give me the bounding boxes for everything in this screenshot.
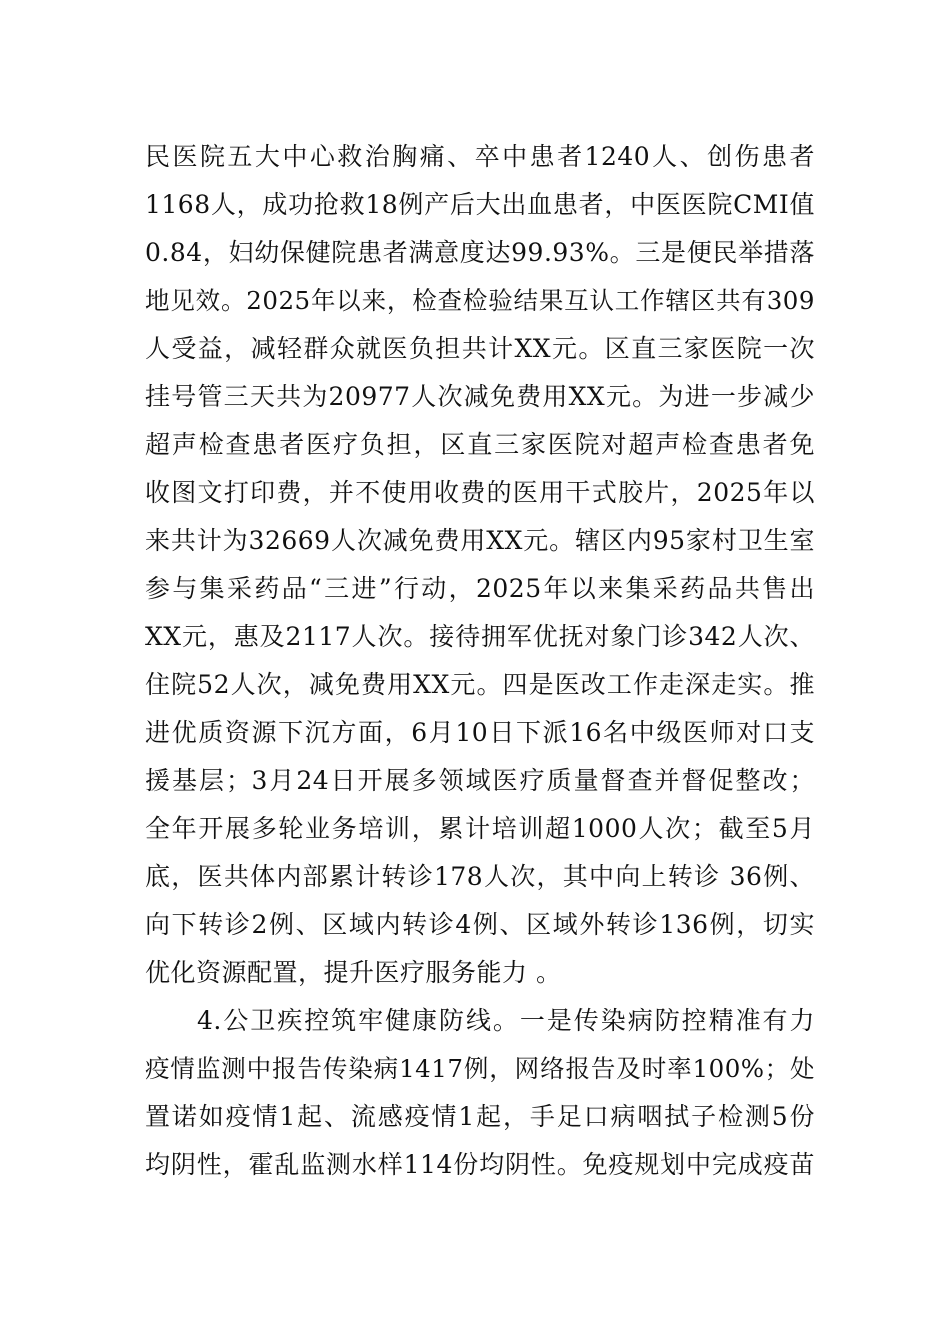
text-line: XX元，惠及2117人次。接待拥军优抚对象门诊342人次、: [145, 622, 815, 651]
text-line: 超声检查患者医疗负担，区直三家医院对超声检查患者免: [145, 430, 815, 459]
text-line: 人受益，减轻群众就医负担共计XX元。区直三家医院一次: [145, 334, 815, 363]
text-line: 收图文打印费，并不使用收费的医用干式胶片，2025年以: [145, 478, 815, 507]
text-line: 均阴性，霍乱监测水样114份均阴性。免疫规划中完成疫苗: [145, 1150, 815, 1179]
text-line: 挂号管三天共为20977人次减免费用XX元。为进一步减少: [145, 382, 815, 411]
text-line: 地见效。2025年以来，检查检验结果互认工作辖区共有309: [145, 286, 815, 315]
text-line: 住院52人次，减免费用XX元。四是医改工作走深走实。推: [145, 670, 815, 699]
text-line: 援基层；3月24日开展多领域医疗质量督查并督促整改；: [145, 766, 815, 795]
text-line: 全年开展多轮业务培训，累计培训超1000人次；截至5月: [145, 814, 815, 843]
paragraph-end-line: 优化资源配置，提升医疗服务能力 。: [145, 958, 562, 987]
text-line: 1168人，成功抢救18例产后大出血患者，中医医院CMI值: [145, 190, 815, 219]
text-line: 疫情监测中报告传染病1417例，网络报告及时率100%；处: [145, 1054, 815, 1083]
body-text: [145, 133, 815, 1189]
text-line: 进优质资源下沉方面，6月10日下派16名中级医师对口支: [145, 718, 815, 747]
text-line: 置诺如疫情1起、流感疫情1起，手足口病咽拭子检测5份: [145, 1102, 815, 1131]
text-line: 来共计为32669人次减免费用XX元。辖区内95家村卫生室: [145, 526, 815, 555]
text-line: 向下转诊2例、区域内转诊4例、区域外转诊136例，切实: [145, 910, 815, 939]
text-line: 民医院五大中心救治胸痛、卒中患者1240人、创伤患者: [145, 142, 815, 171]
section-heading-line: 4.公卫疾控筑牢健康防线。一是传染病防控精准有力: [197, 1006, 815, 1035]
text-line: 参与集采药品“三进”行动，2025年以来集采药品共售出: [145, 574, 815, 603]
text-line: 底，医共体内部累计转诊178人次，其中向上转诊 36例、: [145, 862, 815, 891]
text-line: 0.84，妇幼保健院患者满意度达99.93%。三是便民举措落: [145, 238, 815, 267]
